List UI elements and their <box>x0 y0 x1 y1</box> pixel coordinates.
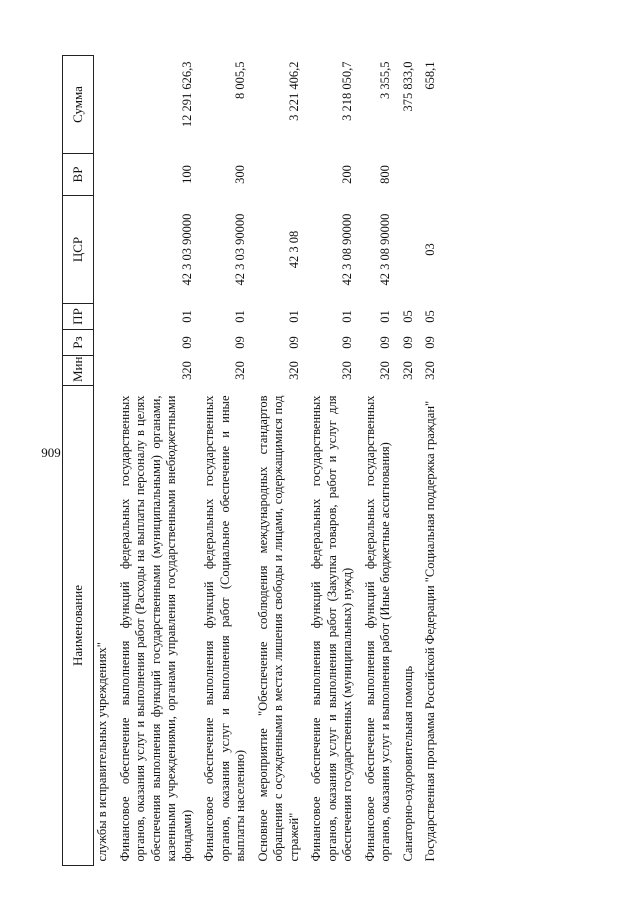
row-csr <box>94 196 117 304</box>
row-csr: 03 <box>423 243 437 256</box>
header-name: Наименование <box>63 386 94 866</box>
page-number: 909 <box>41 445 61 460</box>
row-name: Финансовое обеспечение выполнения функций федеральных государственных органов, оказания услуг и выполнения работ (Закупка товаров, работ и услуг для обеспечения государственных (муниципальных) нужд) <box>309 395 354 862</box>
row-pr: 01 <box>286 310 301 323</box>
header-min: Мин <box>63 356 94 386</box>
row-rz: 09 <box>179 336 194 349</box>
table-row <box>117 56 202 866</box>
row-rz: 09 <box>286 336 301 349</box>
row-vr <box>422 154 445 196</box>
row-rz: 09 <box>340 336 354 349</box>
row-sum: 8 005,5 <box>233 61 247 99</box>
row-name: Финансовое обеспечение выполнения функций федеральных государственных органов, оказания услуг и выполнения работ (Социальное обеспечение и иные выплаты населению) <box>202 395 247 862</box>
row-pr: 01 <box>340 310 354 323</box>
row-csr: 42 3 08 90000 <box>340 213 354 286</box>
row-min: 320 <box>286 361 301 380</box>
table-row <box>255 56 309 866</box>
row-csr: 42 3 08 90000 <box>378 213 392 286</box>
row-pr: 01 <box>179 310 194 323</box>
row-name: службы в исправительных учреждениях" <box>95 642 109 862</box>
row-name: Финансовое обеспечение выполнения функций федеральных государственных органов, оказания услуг и выполнения работ (Расходы на выплаты персоналу в целях обеспечения выполнения функций государственными (муниципальными) органами, казенными учреждениями, органами управления государственными внебюджетными фондами) <box>117 395 194 862</box>
header-pr: ПР <box>63 304 94 330</box>
row-pr: 05 <box>400 310 415 323</box>
row-csr: 42 3 03 90000 <box>179 213 194 286</box>
row-min <box>94 356 117 386</box>
header-sum: Сумма <box>63 56 94 154</box>
table-row <box>362 56 400 866</box>
header-rz: Рз <box>63 330 94 356</box>
row-min: 320 <box>400 361 415 380</box>
header-row <box>63 56 94 866</box>
budget-table-container <box>62 56 592 866</box>
row-vr: 800 <box>378 165 392 184</box>
row-rz <box>94 330 117 356</box>
row-name: Санаторно-оздоровительная помощь <box>400 665 415 862</box>
row-rz: 09 <box>400 336 415 349</box>
row-min: 320 <box>179 361 194 380</box>
row-vr: 200 <box>340 165 354 184</box>
row-sum: 658,1 <box>423 61 437 90</box>
row-vr <box>94 154 117 196</box>
header-vr: ВР <box>63 154 94 196</box>
row-sum: 3 355,5 <box>378 61 392 99</box>
row-pr: 05 <box>423 310 437 323</box>
row-pr: 01 <box>378 310 392 323</box>
row-sum <box>94 56 117 154</box>
header-csr: ЦСР <box>63 196 94 304</box>
table-body <box>94 56 445 866</box>
row-vr <box>400 154 423 196</box>
table-row <box>308 56 362 866</box>
row-min: 320 <box>423 361 437 380</box>
table-row <box>201 56 255 866</box>
budget-table <box>62 55 445 866</box>
row-name: Государственная программа Российской Федерации "Социальная поддержка граждан" <box>423 400 437 862</box>
row-csr: 42 3 08 <box>286 230 301 269</box>
row-min: 320 <box>340 361 354 380</box>
row-name: Основное мероприятие "Обеспечение соблюдения международных стандартов обращения с осужденными в местах лишения свободы и лицами, содержащимися под стражей" <box>255 395 301 862</box>
row-pr <box>94 304 117 330</box>
row-csr: 42 3 03 90000 <box>233 213 247 286</box>
row-vr <box>255 154 309 196</box>
table-row <box>400 56 423 866</box>
row-sum: 375 833,0 <box>400 61 415 112</box>
table-row <box>94 56 117 866</box>
row-min: 320 <box>233 361 247 380</box>
row-rz: 09 <box>233 336 247 349</box>
row-rz: 09 <box>423 336 437 349</box>
row-vr: 100 <box>179 165 194 184</box>
row-rz: 09 <box>378 336 392 349</box>
row-vr: 300 <box>233 165 247 184</box>
table-row <box>422 56 445 866</box>
row-min: 320 <box>378 361 392 380</box>
row-sum: 3 221 406,2 <box>286 61 301 121</box>
row-name: Финансовое обеспечение выполнения функций федеральных государственных органов, оказания услуг и выполнения работ (Иные бюджетные ассигнования) <box>362 395 392 862</box>
row-csr <box>400 196 423 304</box>
table-header <box>63 56 94 866</box>
row-sum: 12 291 626,3 <box>179 61 194 128</box>
row-pr: 01 <box>233 310 247 323</box>
row-sum: 3 218 050,7 <box>340 61 354 121</box>
